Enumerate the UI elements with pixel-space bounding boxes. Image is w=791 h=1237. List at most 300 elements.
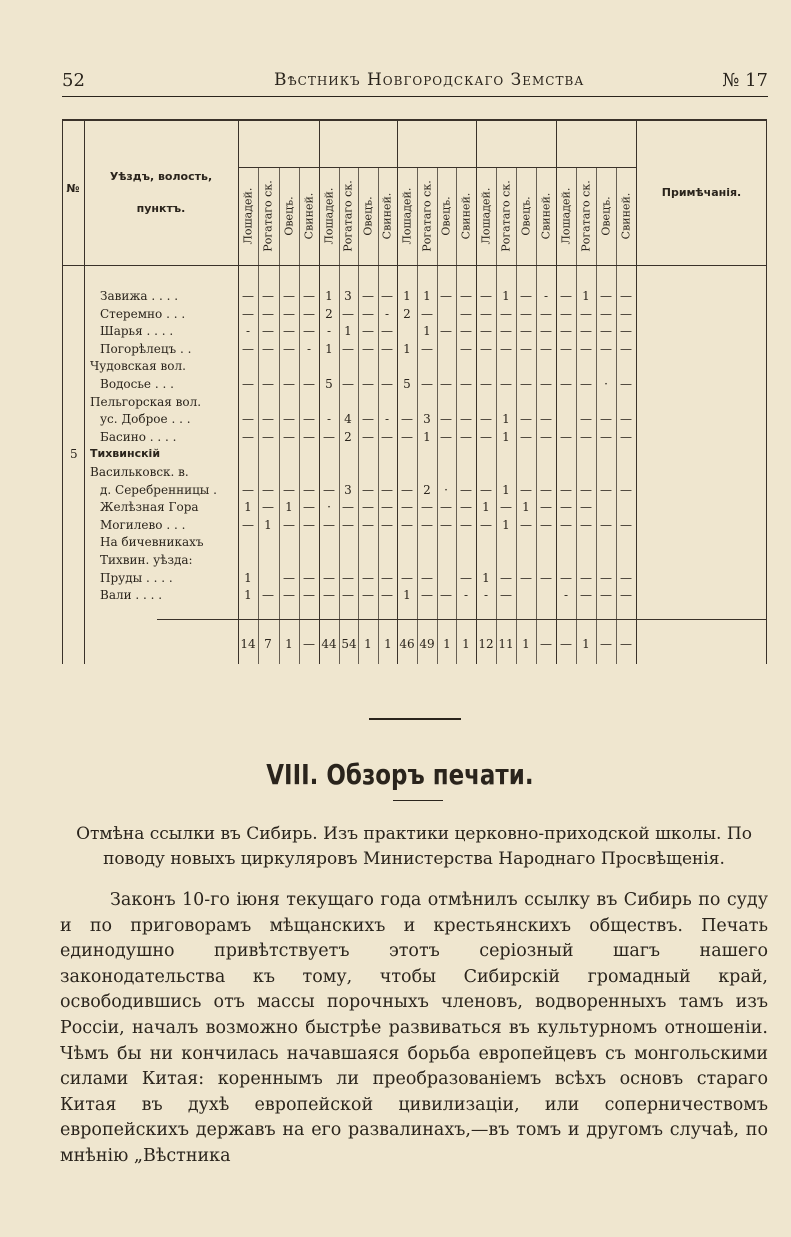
table-cell: — — [342, 500, 354, 515]
table-cell: · — [327, 500, 331, 515]
table-cell: — — [500, 377, 512, 391]
table-cell: — — [242, 306, 254, 321]
row-place: Погорѣлецъ . . — [100, 341, 192, 356]
subcolumn-label: Лошадей. — [322, 187, 336, 245]
table-left-border — [62, 119, 63, 664]
table-cell: — — [342, 570, 354, 585]
table-cell: — — [560, 341, 572, 356]
row-place: д. Серебренницы . — [100, 482, 217, 497]
table-cell: — — [381, 482, 393, 497]
table-cell: — — [540, 377, 552, 391]
table-cell: — — [283, 482, 295, 497]
table-cell: — — [283, 289, 295, 303]
subcolumn-label: Рогатаго ск. — [341, 180, 355, 252]
table-cell: — — [242, 341, 254, 356]
table-cell: — — [242, 289, 254, 303]
table-cell: — — [540, 341, 552, 356]
total-cell: 11 — [498, 637, 514, 651]
table-cell: — — [362, 289, 374, 303]
table-cell: — — [620, 341, 632, 356]
table-cell: 1 — [502, 429, 510, 444]
table-cell: — — [520, 377, 532, 391]
table-cell: — — [262, 500, 274, 515]
table-cell: 1 — [244, 588, 252, 603]
col-number-header: № — [66, 182, 80, 195]
table-cell: — — [460, 517, 472, 532]
table-cell: — — [560, 482, 572, 497]
table-cell: — — [480, 482, 492, 497]
table-cell: — — [460, 412, 472, 427]
table-cell: — — [362, 429, 374, 444]
table-cell: 3 — [423, 412, 431, 427]
table-cell: — — [580, 341, 592, 356]
subcolumn-label: Овецъ. — [439, 196, 453, 236]
table-cell: - — [483, 588, 489, 603]
table-cell: — — [540, 500, 552, 515]
table-cell: — — [362, 482, 374, 497]
table-cell: · — [444, 482, 448, 497]
table-cell: — — [480, 517, 492, 532]
table-cell: — — [480, 306, 492, 321]
subcolumn-header — [399, 170, 415, 262]
total-cell: 7 — [264, 637, 272, 651]
col-place-header-1: Уѣздъ, волость, — [109, 170, 213, 183]
table-cell: · — [604, 377, 608, 391]
table-cell: 1 — [423, 324, 431, 339]
table-cell: — — [303, 482, 315, 497]
table-cell: 1 — [582, 289, 590, 303]
table-cell: — — [401, 412, 413, 427]
table-cell: — — [262, 482, 274, 497]
page-number: 52 — [62, 70, 85, 91]
table-cell: 1 — [325, 289, 333, 303]
table-cell: — — [460, 500, 472, 515]
table-cell: 5 — [325, 377, 333, 391]
subcolumn-header — [240, 170, 256, 262]
section-title: VIII. Обзоръ печати. — [266, 758, 534, 791]
table-cell: — — [560, 517, 572, 532]
table-cell: — — [580, 324, 592, 339]
row-place: Тихвин. уѣзда: — [100, 553, 193, 567]
table-cell: 1 — [403, 289, 411, 303]
subcolumn-header — [360, 170, 376, 262]
table-cell: — — [242, 429, 254, 444]
table-cell: — — [262, 377, 274, 391]
table-cell: — — [580, 588, 592, 603]
table-cell: - — [384, 306, 390, 321]
subcolumn-label: Лошадей. — [559, 187, 573, 245]
subcolumn-label: Свиней. — [619, 192, 633, 240]
table-cell: — — [440, 517, 452, 532]
subcolumn-header — [260, 170, 276, 262]
subcolumn-header — [340, 170, 356, 262]
table-cell: — — [580, 500, 592, 515]
table-cell: — — [421, 500, 433, 515]
table-cell: — — [620, 482, 632, 497]
table-cell: — — [242, 412, 254, 427]
subcolumn-label: Рогатаго ск. — [420, 180, 434, 252]
subcolumn-label: Свиней. — [380, 192, 394, 240]
table-cell: — — [342, 588, 354, 603]
table-cell: — — [362, 306, 374, 321]
table-cell: — — [283, 324, 295, 339]
table-cell: 1 — [244, 500, 252, 515]
header-rule — [62, 96, 768, 97]
table-cell: — — [600, 341, 612, 356]
row-place: Басино . . . . — [100, 429, 177, 444]
subcolumn-label: Овецъ. — [599, 196, 613, 236]
table-cell: — — [520, 306, 532, 321]
table-cell: — — [480, 324, 492, 339]
table-cell: — — [580, 482, 592, 497]
subcolumn-header — [478, 170, 494, 262]
table-cell: 1 — [423, 429, 431, 444]
table-cell: 1 — [502, 289, 510, 303]
table-cell: — — [362, 588, 374, 603]
table-cell: — — [323, 570, 335, 585]
table-cell: — — [560, 429, 572, 444]
table-cell: — — [362, 570, 374, 585]
table-cell: — — [440, 429, 452, 444]
total-cell: 1 — [285, 637, 293, 651]
table-cell: — — [540, 570, 552, 585]
table-cell: — — [262, 429, 274, 444]
title-underline — [393, 800, 443, 801]
subcolumn-header — [301, 170, 317, 262]
table-cell: — — [401, 517, 413, 532]
table-cell: — — [560, 324, 572, 339]
table-cell: — — [520, 482, 532, 497]
table-cell: — — [262, 341, 274, 356]
table-cell: 1 — [502, 517, 510, 532]
subcolumn-label: Овецъ. — [361, 196, 375, 236]
table-cell: — — [323, 588, 335, 603]
total-cell: — — [303, 637, 315, 651]
row-place: Тихвинскій — [90, 447, 161, 461]
table-cell: — — [580, 517, 592, 532]
subcolumn-label: Лошадей. — [400, 187, 414, 245]
total-cell: 12 — [478, 637, 494, 651]
subcolumn-label: Лошадей. — [241, 187, 255, 245]
table-cell: — — [480, 412, 492, 427]
table-cell: - — [326, 324, 332, 339]
table-cell: — — [460, 341, 472, 356]
total-cell: 1 — [443, 637, 451, 651]
total-cell: 1 — [522, 637, 530, 651]
subcolumn-header — [458, 170, 474, 262]
table-cell: — — [401, 570, 413, 585]
subcolumn-header — [419, 170, 435, 262]
table-cell: — — [600, 289, 612, 303]
table-cell: — — [381, 377, 393, 391]
subcolumn-label: Свиней. — [302, 192, 316, 240]
row-place: ус. Доброе . . . — [100, 412, 191, 427]
total-cell: 49 — [419, 637, 435, 651]
table-cell: — — [283, 341, 295, 356]
subcolumn-header — [538, 170, 554, 262]
table-cell: — — [440, 377, 452, 391]
table-cell: 1 — [344, 324, 352, 339]
table-cell: — — [620, 412, 632, 427]
table-cell: — — [620, 306, 632, 321]
table-cell: — — [500, 588, 512, 603]
table-cell: - — [463, 588, 469, 603]
notes-header: Примѣчанія. — [661, 186, 742, 199]
table-cell: - — [384, 412, 390, 427]
paragraph: Законъ 10-го іюня текущаго года отмѣнилъ ссылку въ Сибирь по суду и по приговорамъ мѣщанскихъ и крестьянскихъ обществъ. Печать единодушно привѣтствуетъ этотъ серіозный шагъ нашего законодательства къ тому, чтобы Сибирскій громадный край, освободившись отъ массы порочныхъ членовъ, водворенныхъ тамъ изъ Россіи, началъ возможно быстрѣе развиваться въ культурномъ отношеніи. Чѣмъ бы ни кончилась начавшаяся борьба европейцевъ съ монгольскими силами Китая: кореннымъ ли преобразованіемъ всѣхъ основъ стараго Китая въ духѣ европейской цивилизаціи, или соперничествомъ европейскихъ державъ на его развалинахъ,—въ томъ и другомъ случаѣ, по мнѣнію „Вѣстника — [60, 890, 768, 1166]
table-cell: — — [381, 588, 393, 603]
table-cell: — — [421, 570, 433, 585]
table-cell: 1 — [403, 588, 411, 603]
row-place: Водосье . . . — [100, 377, 174, 391]
table-cell: — — [283, 429, 295, 444]
table-cell: — — [283, 588, 295, 603]
table-cell: 1 — [403, 341, 411, 356]
subcolumn-header — [379, 170, 395, 262]
table-cell: — — [520, 289, 532, 303]
column-rule — [84, 119, 85, 664]
section-divider — [369, 718, 461, 720]
table-cell: — — [460, 324, 472, 339]
table-cell: — — [460, 289, 472, 303]
subcolumn-header — [498, 170, 514, 262]
row-place: Вали . . . . — [100, 588, 163, 603]
row-place: На бичевникахъ — [100, 535, 204, 550]
table-cell: — — [480, 377, 492, 391]
row-place: Пруды . . . . — [100, 570, 173, 585]
row-number: 5 — [70, 447, 78, 462]
subcolumn-header — [518, 170, 534, 262]
table-cell: — — [540, 517, 552, 532]
table-cell: — — [262, 306, 274, 321]
table-cell: — — [283, 306, 295, 321]
table-cell: 1 — [502, 482, 510, 497]
table-cell: — — [520, 429, 532, 444]
table-cell: — — [580, 306, 592, 321]
journal-title: Вѣстникъ Новгородскаго Земства — [274, 70, 585, 90]
subcolumn-header — [618, 170, 634, 262]
table-cell: — — [381, 500, 393, 515]
table-cell: — — [421, 341, 433, 356]
table-cell: — — [600, 482, 612, 497]
table-cell: — — [362, 324, 374, 339]
table-cell: — — [401, 429, 413, 444]
table-cell: — — [381, 429, 393, 444]
table-cell: — — [303, 377, 315, 391]
table-cell: — — [262, 412, 274, 427]
total-cell: 1 — [582, 637, 590, 651]
table-cell: — — [540, 306, 552, 321]
table-cell: — — [401, 482, 413, 497]
table-cell: — — [342, 517, 354, 532]
table-cell: 1 — [502, 412, 510, 427]
table-cell: — — [500, 324, 512, 339]
table-cell: — — [620, 429, 632, 444]
table-cell: — — [323, 517, 335, 532]
total-cell: 44 — [321, 637, 337, 651]
table-cell: — — [303, 429, 315, 444]
table-cell: — — [440, 412, 452, 427]
table-cell: — — [262, 324, 274, 339]
table-cell: — — [620, 570, 632, 585]
total-cell: 54 — [341, 637, 357, 651]
totals-rule — [636, 619, 767, 620]
table-cell: — — [600, 517, 612, 532]
table-cell: - — [326, 412, 332, 427]
subcolumn-label: Рогатаго ск. — [579, 180, 593, 252]
table-cell: — — [580, 570, 592, 585]
table-cell: — — [381, 289, 393, 303]
totals-rule — [157, 619, 636, 620]
table-cell: — — [421, 377, 433, 391]
table-cell: — — [381, 324, 393, 339]
table-cell: — — [460, 482, 472, 497]
table-cell: — — [540, 412, 552, 427]
section-summary: Отмѣна ссылки въ Сибирь. Изъ практики церковно-приходской школы. По поводу новыхъ циркуляровъ Министерства Народнаго Просвѣщенія. — [76, 824, 752, 869]
table-cell: — — [381, 517, 393, 532]
table-cell: — — [342, 377, 354, 391]
table-cell: — — [440, 500, 452, 515]
table-cell: — — [381, 570, 393, 585]
table-cell: — — [323, 482, 335, 497]
row-place: Пельгорская вол. — [90, 394, 202, 409]
table-cell: — — [500, 341, 512, 356]
table-cell: — — [620, 289, 632, 303]
table-cell: — — [600, 412, 612, 427]
total-cell: 14 — [240, 637, 256, 651]
table-cell: — — [362, 500, 374, 515]
table-cell: — — [421, 588, 433, 603]
issue-number: № 17 — [722, 70, 768, 91]
table-cell: — — [520, 324, 532, 339]
table-cell: — — [283, 570, 295, 585]
statistics-table — [62, 119, 767, 664]
header-bottom-rule — [62, 265, 767, 266]
table-cell: — — [303, 412, 315, 427]
table-cell: — — [460, 306, 472, 321]
table-cell: 1 — [244, 570, 252, 585]
table-cell: — — [262, 289, 274, 303]
subcolumn-label: Свиней. — [459, 192, 473, 240]
row-place: Завижа . . . . — [100, 289, 179, 303]
total-cell: — — [620, 637, 632, 651]
row-place: Могилево . . . — [100, 517, 186, 532]
row-place: Шарья . . . . — [100, 324, 174, 339]
table-cell: — — [560, 289, 572, 303]
table-cell: — — [560, 306, 572, 321]
table-cell: — — [242, 517, 254, 532]
table-cell: — — [500, 500, 512, 515]
table-cell: 1 — [522, 500, 530, 515]
row-place: Васильковск. в. — [90, 465, 189, 479]
table-cell: — — [540, 324, 552, 339]
total-cell: 1 — [384, 637, 392, 651]
table-cell: 1 — [482, 570, 490, 585]
table-cell: — — [440, 324, 452, 339]
table-cell: 1 — [325, 341, 333, 356]
table-cell: — — [480, 341, 492, 356]
table-cell: — — [520, 570, 532, 585]
table-cell: — — [303, 570, 315, 585]
article-body — [60, 888, 768, 1170]
table-cell: — — [303, 588, 315, 603]
subcolumn-label: Рогатаго ск. — [499, 180, 513, 252]
table-cell: — — [600, 324, 612, 339]
table-cell: — — [460, 377, 472, 391]
table-cell: 5 — [403, 377, 411, 391]
table-cell: — — [560, 570, 572, 585]
table-cell: — — [520, 412, 532, 427]
table-cell: — — [600, 588, 612, 603]
table-cell: — — [362, 377, 374, 391]
subcolumn-label: Свиней. — [539, 192, 553, 240]
table-cell: — — [580, 429, 592, 444]
table-cell: — — [460, 429, 472, 444]
table-cell: — — [480, 429, 492, 444]
table-cell: — — [440, 289, 452, 303]
table-cell: — — [480, 289, 492, 303]
table-cell: — — [303, 517, 315, 532]
table-cell: 1 — [264, 517, 272, 532]
group-rule — [636, 119, 637, 664]
table-cell: — — [520, 517, 532, 532]
subcolumn-header — [578, 170, 594, 262]
table-cell: — — [421, 517, 433, 532]
table-cell: — — [262, 588, 274, 603]
table-cell: — — [362, 341, 374, 356]
row-place: Стеремно . . . — [100, 306, 186, 321]
running-header — [62, 70, 768, 94]
table-cell: — — [283, 377, 295, 391]
table-cell: — — [580, 412, 592, 427]
table-cell: — — [303, 324, 315, 339]
table-cell: 1 — [285, 500, 293, 515]
table-cell: — — [421, 306, 433, 321]
table-cell: 2 — [344, 429, 352, 444]
table-cell: — — [540, 482, 552, 497]
table-cell: - — [306, 341, 312, 356]
subcolumn-header — [438, 170, 454, 262]
total-cell: 46 — [399, 637, 415, 651]
table-cell: — — [620, 588, 632, 603]
table-cell: — — [381, 341, 393, 356]
table-cell: — — [342, 306, 354, 321]
table-cell: 2 — [423, 482, 431, 497]
subcolumn-header — [598, 170, 614, 262]
subcolumn-label: Лошадей. — [479, 187, 493, 245]
table-cell: - — [563, 588, 569, 603]
subcolumn-header — [321, 170, 337, 262]
table-cell: - — [543, 289, 549, 303]
row-place: Желѣзная Гора — [100, 500, 199, 515]
table-cell: — — [580, 377, 592, 391]
table-cell: 1 — [482, 500, 490, 515]
table-cell: — — [303, 500, 315, 515]
table-cell: 2 — [403, 306, 411, 321]
table-cell: — — [500, 570, 512, 585]
table-cell: — — [362, 517, 374, 532]
table-cell: — — [342, 341, 354, 356]
table-cell: 3 — [344, 289, 352, 303]
table-cell: — — [560, 500, 572, 515]
subcolumn-label: Овецъ. — [282, 196, 296, 236]
subcolumn-label: Овецъ. — [519, 196, 533, 236]
table-cell: — — [440, 588, 452, 603]
table-cell: — — [303, 306, 315, 321]
table-cell: — — [540, 429, 552, 444]
table-cell: 4 — [344, 412, 352, 427]
table-cell: - — [245, 324, 251, 339]
